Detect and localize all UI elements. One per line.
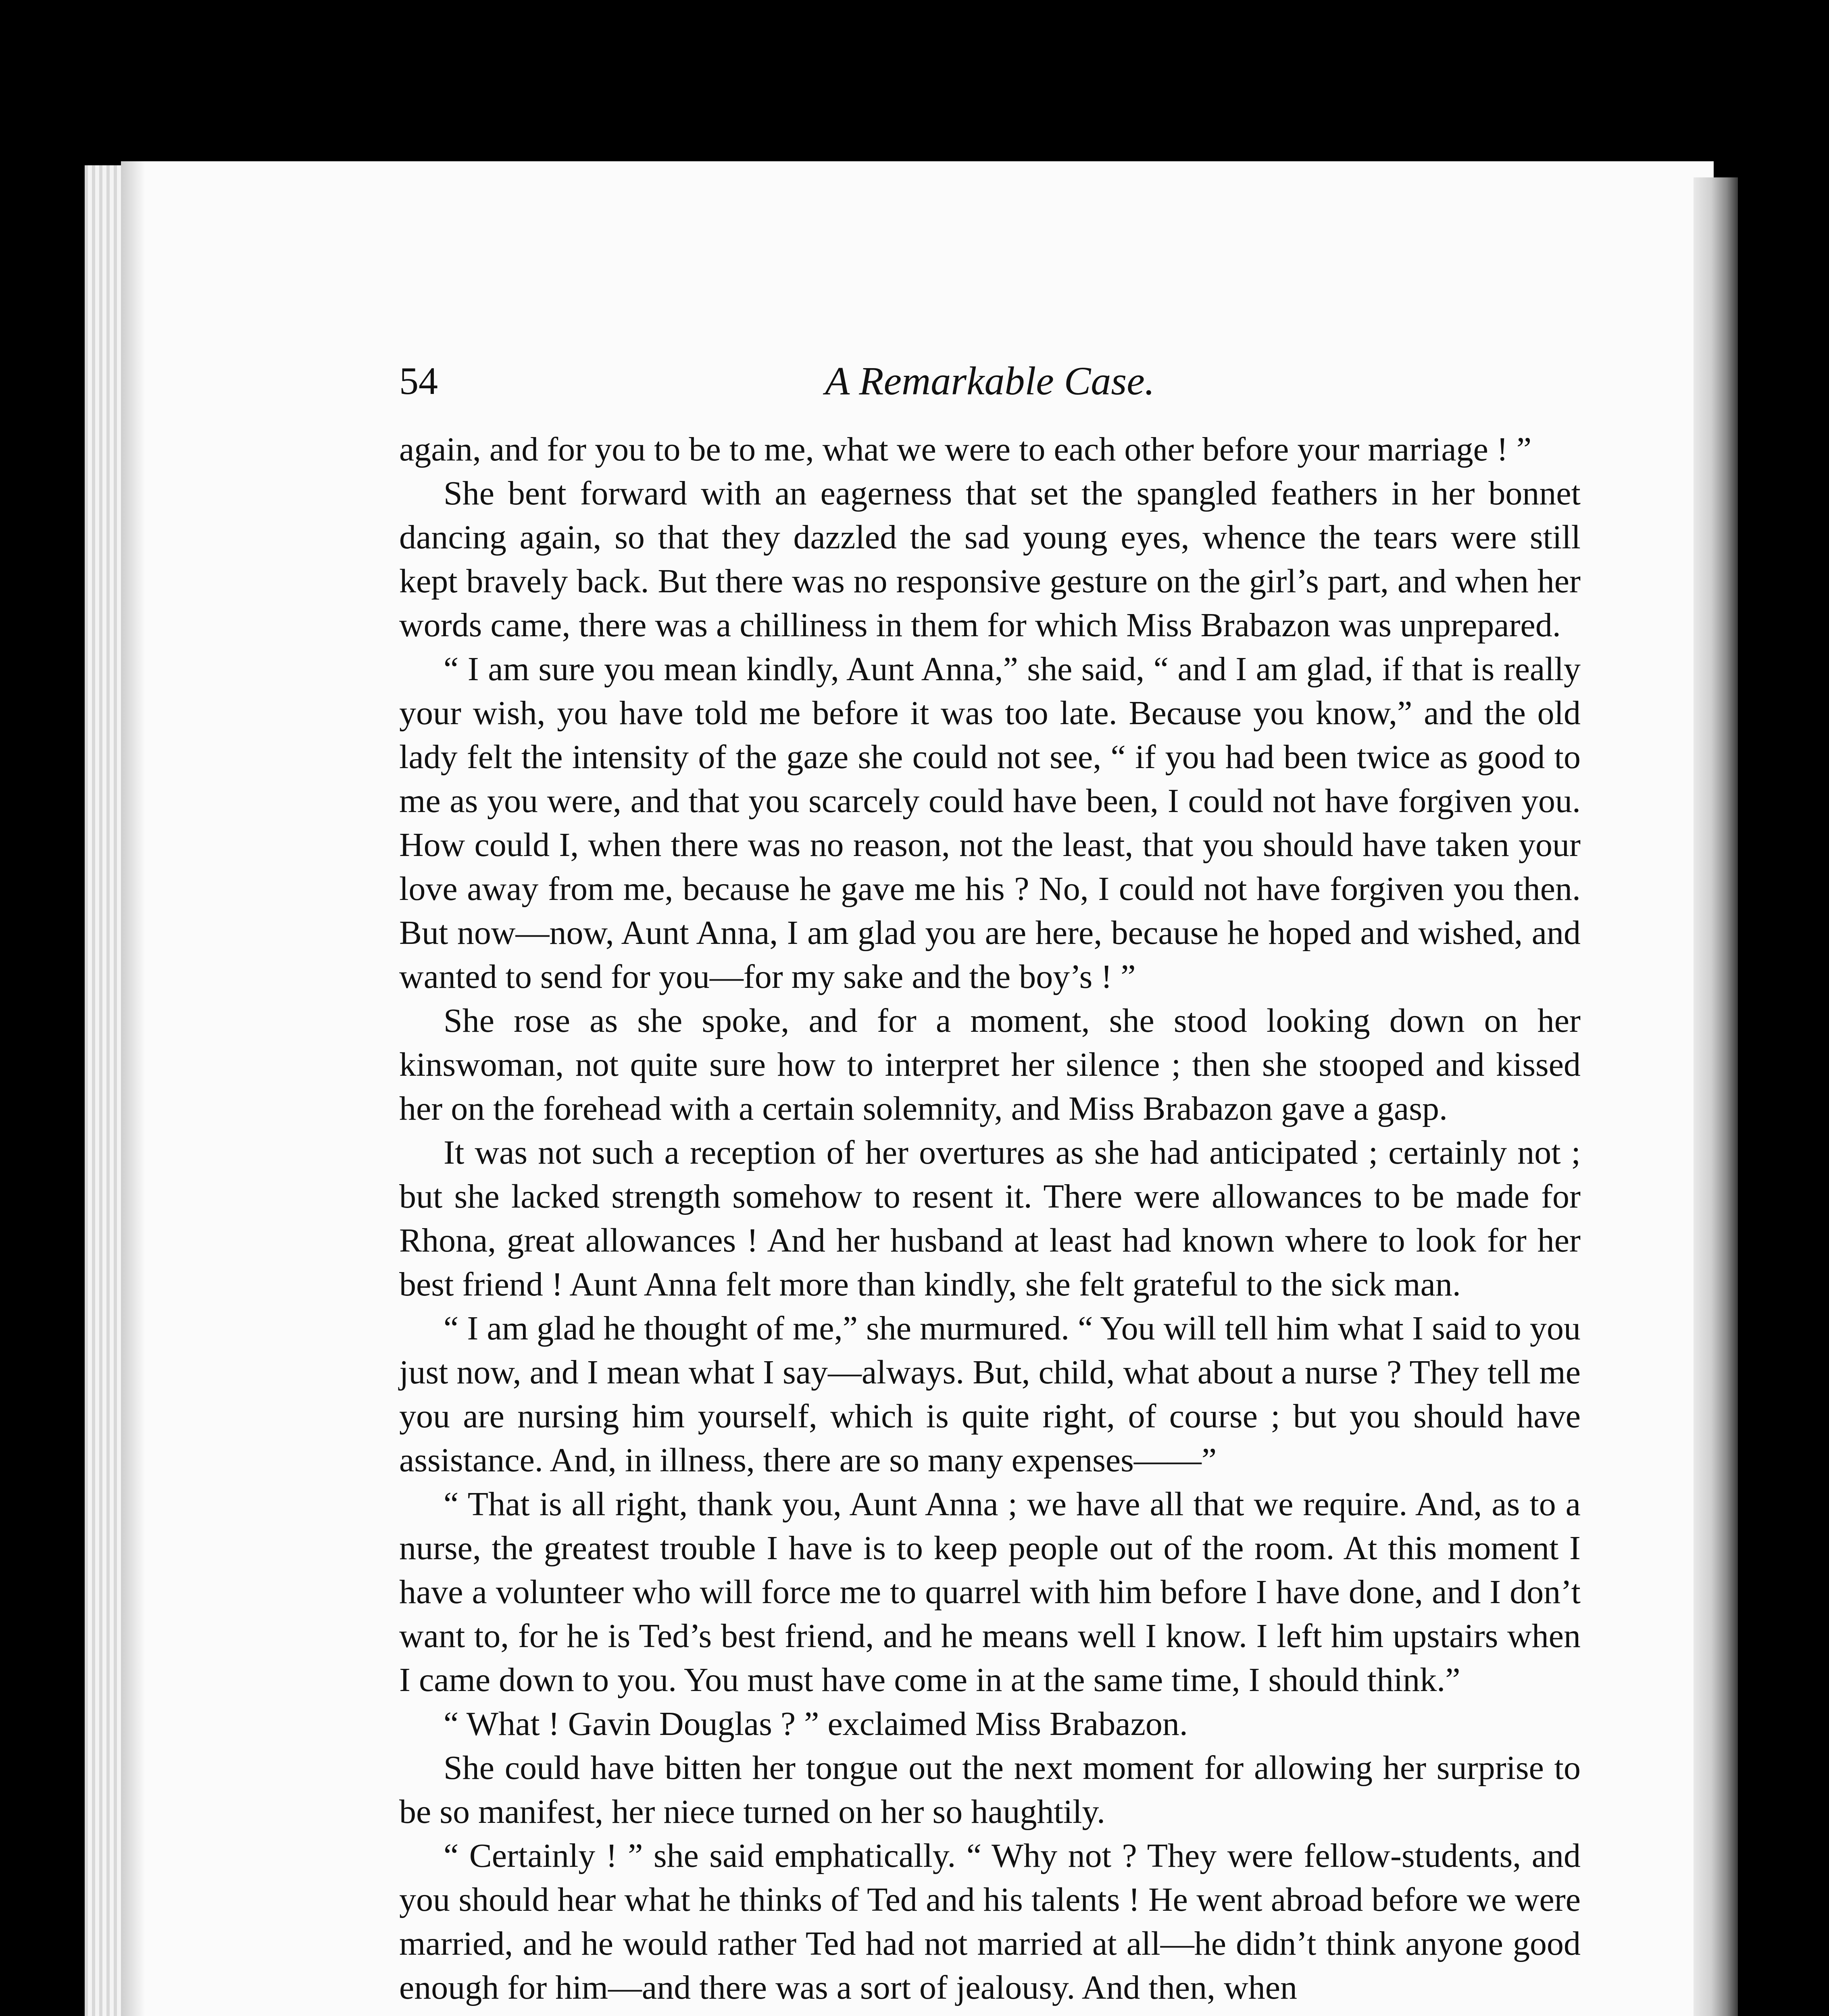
paragraph: “ Certainly ! ” she said emphatically. “ Why not ? They were fellow-students, and you should hear what he thinks of Ted and his talents ! He went abroad before we were married, and he would rather Ted had not married at all—he didn’t think anyone good enough for him—and there was a sort of jealousy. And then, when (399, 1837, 1581, 2006)
running-title: A Remarkable Case. (825, 358, 1155, 403)
gutter-shadow (121, 161, 145, 2016)
book-page-edges (85, 165, 121, 2016)
paragraph: again, and for you to be to me, what we were to each other before your marriage ! ” (399, 431, 1532, 468)
paragraph: She rose as she spoke, and for a moment, she stood looking down on her kinswoman, not quite sure how to interpret her silence ; then she stooped and kissed her on the forehead with a certain solemnity, and Miss Brabazon gave a gasp. (399, 1002, 1581, 1127)
paragraph: “ That is all right, thank you, Aunt Anna ; we have all that we require. And, as to a nurse, the greatest trouble I have is to keep people out of the room. At this moment I have a volunteer who will force me to quarrel with him before I have done, and I don’t want to, for he is Ted’s best friend, and he means well I know. I left him upstairs when I came down to you. You must have come in at the same time, I should think.” (399, 1485, 1581, 1699)
paragraph: “ I am sure you mean kindly, Aunt Anna,” she said, “ and I am glad, if that is really your wish, you have told me before it was too late. Because you know,” and the old lady felt the intensity of the gaze she could not see, “ if you had been twice as good to me as you were, and that you scarcely could have been, I could not have forgiven you. How could I, when there was no reason, not the least, that you should have taken your love away from me, because he gave me his ? No, I could not have forgiven you then. But now—now, Aunt Anna, I am glad you are here, because he hoped and wished, and wanted to send for you—for my sake and the boy’s ! ” (399, 650, 1581, 996)
book-right-edge (1694, 177, 1738, 2016)
paragraph: “ What ! Gavin Douglas ? ” exclaimed Miss Brabazon. (444, 1705, 1188, 1743)
paragraph: She bent forward with an eagerness that set the spangled feathers in her bonnet dancing again, so that they dazzled the sad young eyes, whence the tears were still kept bravely back. But there was no responsive gesture on the girl’s part, and when her words came, there was a chilliness in them for which Miss Brabazon was unprepared. (399, 475, 1581, 644)
paragraph: It was not such a reception of her overtures as she had anticipated ; certainly not ; but she lacked strength somehow to resent it. There were allowances to be made for Rhona, great allowances ! And her husband at least had known where to look for her best friend ! Aunt Anna felt more than kindly, she felt grateful to the sick man. (399, 1134, 1581, 1303)
paragraph: “ I am glad he thought of me,” she murmured. “ You will tell him what I said to you just now, and I mean what I say—always. But, child, what about a nurse ? They tell me you are nursing him yourself, which is quite right, of course ; but you should have assistance. And, in illness, there are so many expenses——” (399, 1310, 1581, 1479)
body-text (399, 427, 1581, 2010)
page-number: 54 (399, 359, 438, 402)
paragraph: She could have bitten her tongue out the next moment for allowing her surprise to be so manifest, her niece turned on her so haughtily. (399, 1749, 1581, 1831)
page-header (399, 355, 1581, 407)
